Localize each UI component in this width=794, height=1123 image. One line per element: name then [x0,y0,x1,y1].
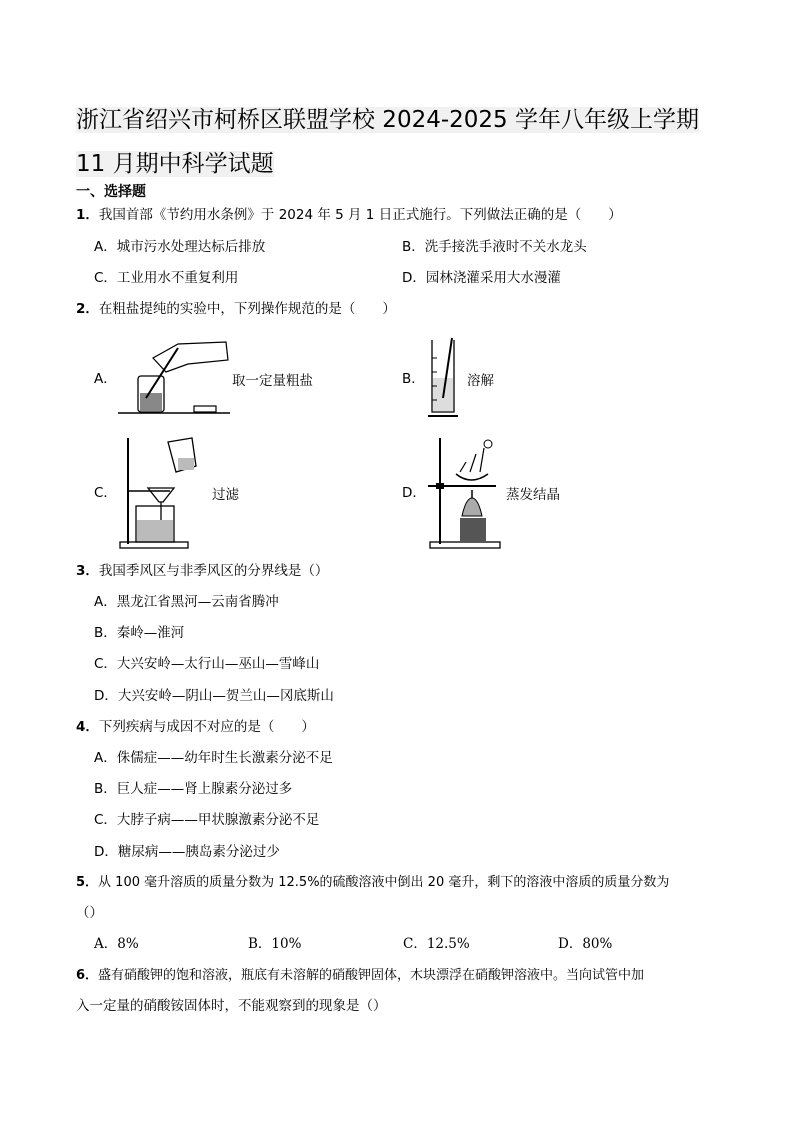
option-d: D．80% [558,936,613,952]
question-number: 5． [76,875,99,890]
option-b: B．10% [248,936,302,952]
caption-b: 溶解 [467,373,494,389]
option-d: D．大兴安岭—阴山—贺兰山—冈底斯山 [94,688,334,704]
question-6 [76,966,644,986]
section-heading: 一、选择题 [76,184,146,200]
question-text: 盛有硝酸钾的饱和溶液，瓶底有未溶解的硝酸钾固体，木块漂浮在硝酸钾溶液中。当向试管中加 [98,968,645,983]
question-text: 从 100 毫升溶质的质量分数为 12.5%的硫酸溶液中倒出 20 毫升，剩下的溶液中溶质的质量分数为 [98,875,670,890]
option-a: A．侏儒症——幼年时生长激素分泌不足 [94,750,333,766]
option-c: C．大脖子病——甲状腺激素分泌不足 [94,812,320,828]
caption-a: 取一定量粗盐 [232,373,313,389]
question-3 [76,561,328,581]
question-5-cont: （） [76,905,103,921]
option-a: A．黑龙江省黑河—云南省腾冲 [94,594,279,610]
option-d: D． [402,485,426,501]
option-b: B． [402,371,425,387]
option-b: B．秦岭—淮河 [94,625,185,641]
dissolve-illustration [426,338,464,420]
question-4 [76,717,315,737]
question-5 [76,873,669,893]
filter-illustration [118,436,208,550]
question-text: 下列疾病与成因不对应的是（ ） [98,719,315,735]
question-number: 6． [76,968,99,983]
option-a: A．城市污水处理达标后排放 [94,239,266,255]
question-number: 3． [76,563,99,579]
question-text: 我国季风区与非季风区的分界线是（） [98,563,329,579]
option-d: D．糖尿病——胰岛素分泌过少 [94,844,280,860]
question-text: 我国首部《节约用水条例》于 2024 年 5 月 1 日正式施行。下列做法正确的是（ ） [98,207,622,223]
option-c: C．工业用水不重复利用 [94,270,239,286]
evaporate-illustration [426,436,502,550]
question-1 [76,205,622,225]
page-title: 浙江省绍兴市柯桥区联盟学校 2024-2025 学年八年级上学期 11 月期中科学试题 [76,107,699,177]
option-a: A．8% [94,936,139,952]
question-number: 4． [76,719,99,735]
question-text: 在粗盐提纯的实验中，下列操作规范的是（ ） [98,301,396,317]
option-c: C．大兴安岭—太行山—巫山—雪峰山 [94,656,320,672]
caption-c: 过滤 [212,487,239,503]
question-2 [76,299,396,319]
option-b: B．洗手接洗手液时不关水龙头 [402,239,587,255]
question-number: 1． [76,207,99,223]
option-c: C．12.5% [403,936,470,952]
option-b: B．巨人症——肾上腺素分泌过多 [94,781,293,797]
question-6-cont: 入一定量的硝酸铵固体时，不能观察到的现象是（） [76,998,387,1014]
option-d: D．园林浇灌采用大水漫灌 [402,270,561,286]
take-salt-illustration [118,338,230,416]
option-a: A． [94,371,117,387]
caption-d: 蒸发结晶 [506,487,560,503]
option-c: C． [94,485,117,501]
question-number: 2． [76,301,99,317]
